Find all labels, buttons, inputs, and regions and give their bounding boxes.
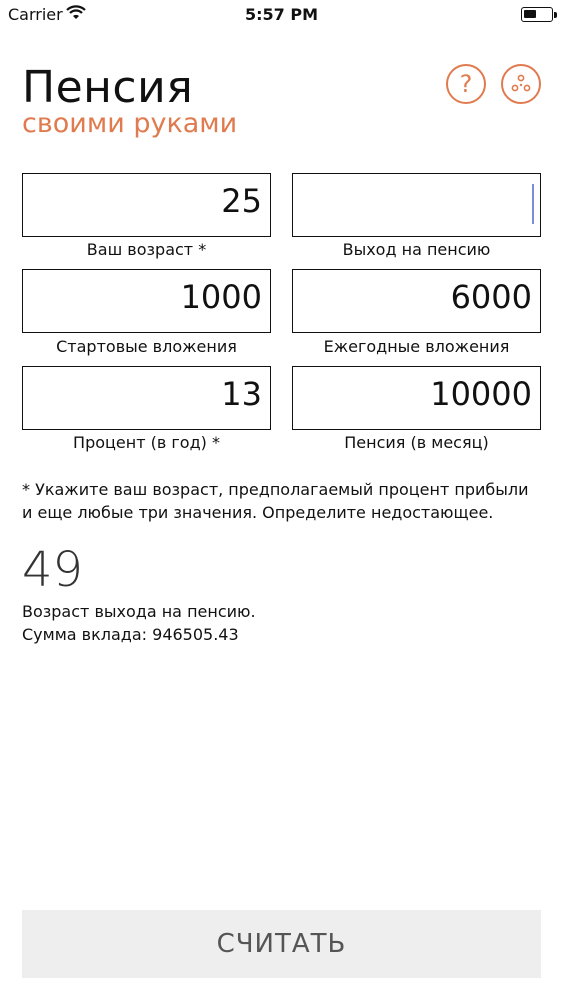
app-title: Пенсия — [22, 62, 194, 113]
question-icon: ? — [459, 70, 473, 98]
yearly-investment-label: Ежегодные вложения — [323, 337, 510, 356]
result-number: 49 — [22, 542, 84, 598]
result-details — [22, 600, 256, 646]
battery-icon — [521, 7, 553, 22]
instruction-note: * Укажите ваш возраст, предполагаемый процент прибыли и еще любые три значения. Определите недостающее. — [22, 480, 529, 522]
result-line-1: Возраст выхода на пенсию. — [22, 602, 256, 621]
carrier-label: Carrier — [8, 5, 63, 24]
clock: 5:57 PM — [244, 5, 318, 24]
initial-investment-label: Стартовые вложения — [56, 337, 237, 356]
yearly-investment-input[interactable]: 6000 — [292, 269, 541, 333]
initial-investment-input[interactable]: 1000 — [22, 269, 271, 333]
app-subtitle: своими руками — [22, 108, 238, 139]
calculate-button[interactable]: СЧИТАТЬ — [22, 910, 541, 978]
percent-input[interactable]: 13 — [22, 366, 271, 430]
share-icon — [510, 73, 532, 95]
retirement-age-input[interactable] — [292, 173, 541, 237]
age-input[interactable]: 25 — [22, 173, 271, 237]
text-cursor — [532, 184, 534, 224]
monthly-pension-label: Пенсия (в месяц) — [344, 433, 489, 452]
percent-label: Процент (в год) * — [73, 433, 220, 452]
age-label: Ваш возраст * — [86, 240, 207, 259]
retirement-age-label: Выход на пенсию — [342, 240, 491, 259]
help-button[interactable] — [446, 64, 486, 104]
share-button[interactable] — [501, 64, 541, 104]
result-line-2: Сумма вклада: 946505.43 — [22, 625, 239, 644]
status-bar — [0, 0, 563, 30]
monthly-pension-input[interactable]: 10000 — [292, 366, 541, 430]
